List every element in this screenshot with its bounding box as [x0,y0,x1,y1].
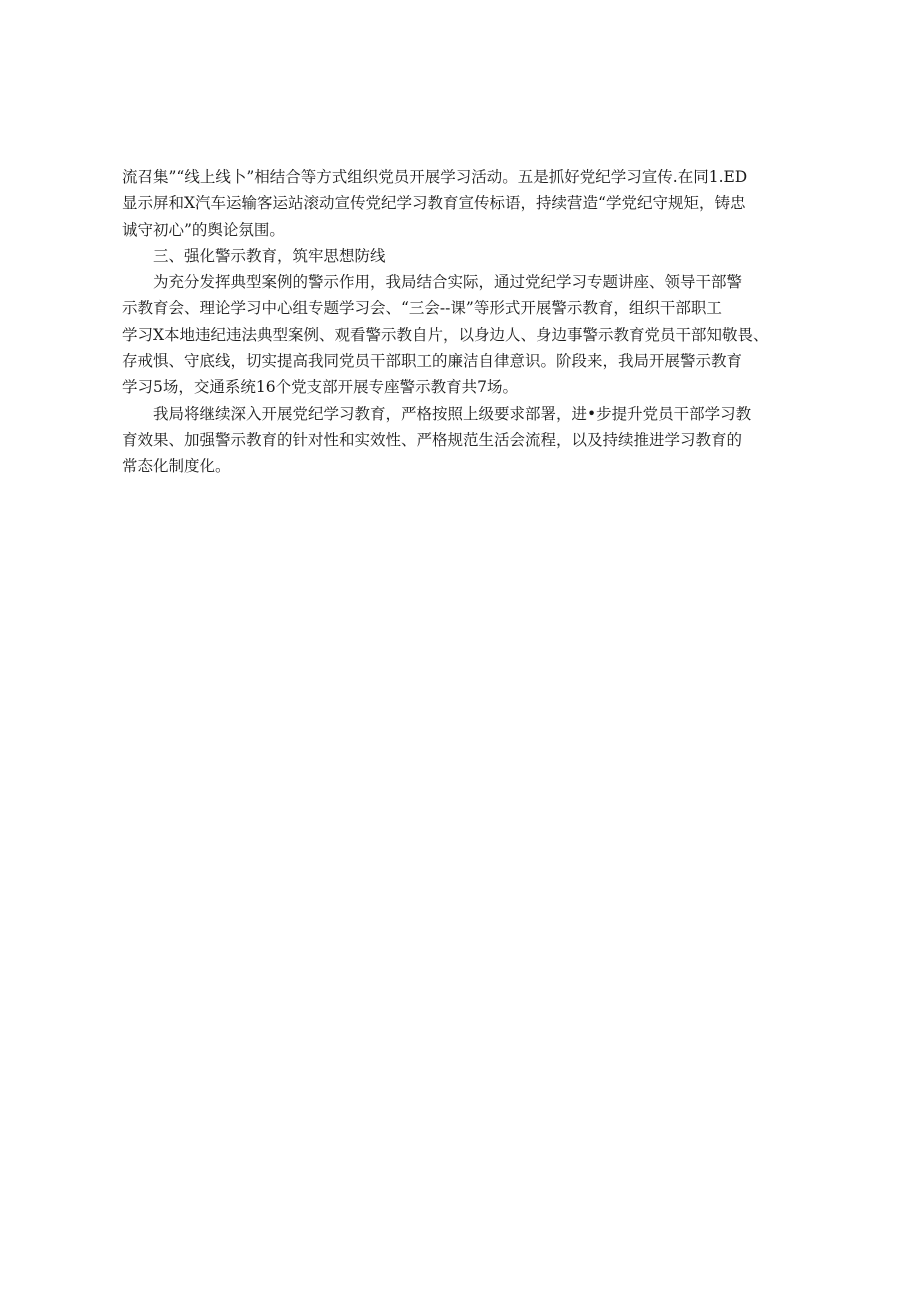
paragraph-conclusion [122,401,812,480]
text-line: 学习5场，交通系统16个党支部开展专座警示教育共7场。 [122,378,518,397]
heading-line: 三、强化警示教育，筑牢思想防线 [153,246,386,265]
text-line: 存戒惧、守底线，切实提高我同党员干部职工的廉洁自律意识。阶段来，我局开展警示教育 [122,352,743,371]
text-line: 示教育会、理论学习中心组专题学习会、“三会--课”等形式开展警示教育，组织干部职工 [122,299,722,318]
section-heading [122,243,812,269]
paragraph-promotion [122,164,812,243]
text-line: 常态化制度化。 [122,457,231,476]
text-line: 流召集”“线上线卜”相结合等方式组织党员开展学习活动。五是抓好党纪学习宣传.在同1.ED [122,168,748,186]
text-line: 学习X本地违纪违法典型案例、观看警示教自片，以身边人、身边事警示教育党员干部知敬畏、 [122,325,769,344]
text-line: 为充分发挥典型案例的警示作用，我局结合实际，通过党纪学习专题讲座、领导干部警 [153,273,743,292]
paragraph-warning-education [122,269,812,400]
document-body [122,164,812,480]
text-line: 诚守初心”的舆论氛围。 [122,220,285,239]
text-line: 我局将继续深入开展党纪学习教育，严格按照上级要求部署，进•步提升党员干部学习教 [153,404,752,423]
text-line: 显示屏和X汽车运输客运站滚动宣传党纪学习教育宣传标语，持续营造“学党纪守规矩，铸忠 [122,194,746,213]
text-line: 育效果、加强警示教育的针对性和实效性、严格规范生活会流程，以及持续推进学习教育的 [122,430,743,449]
